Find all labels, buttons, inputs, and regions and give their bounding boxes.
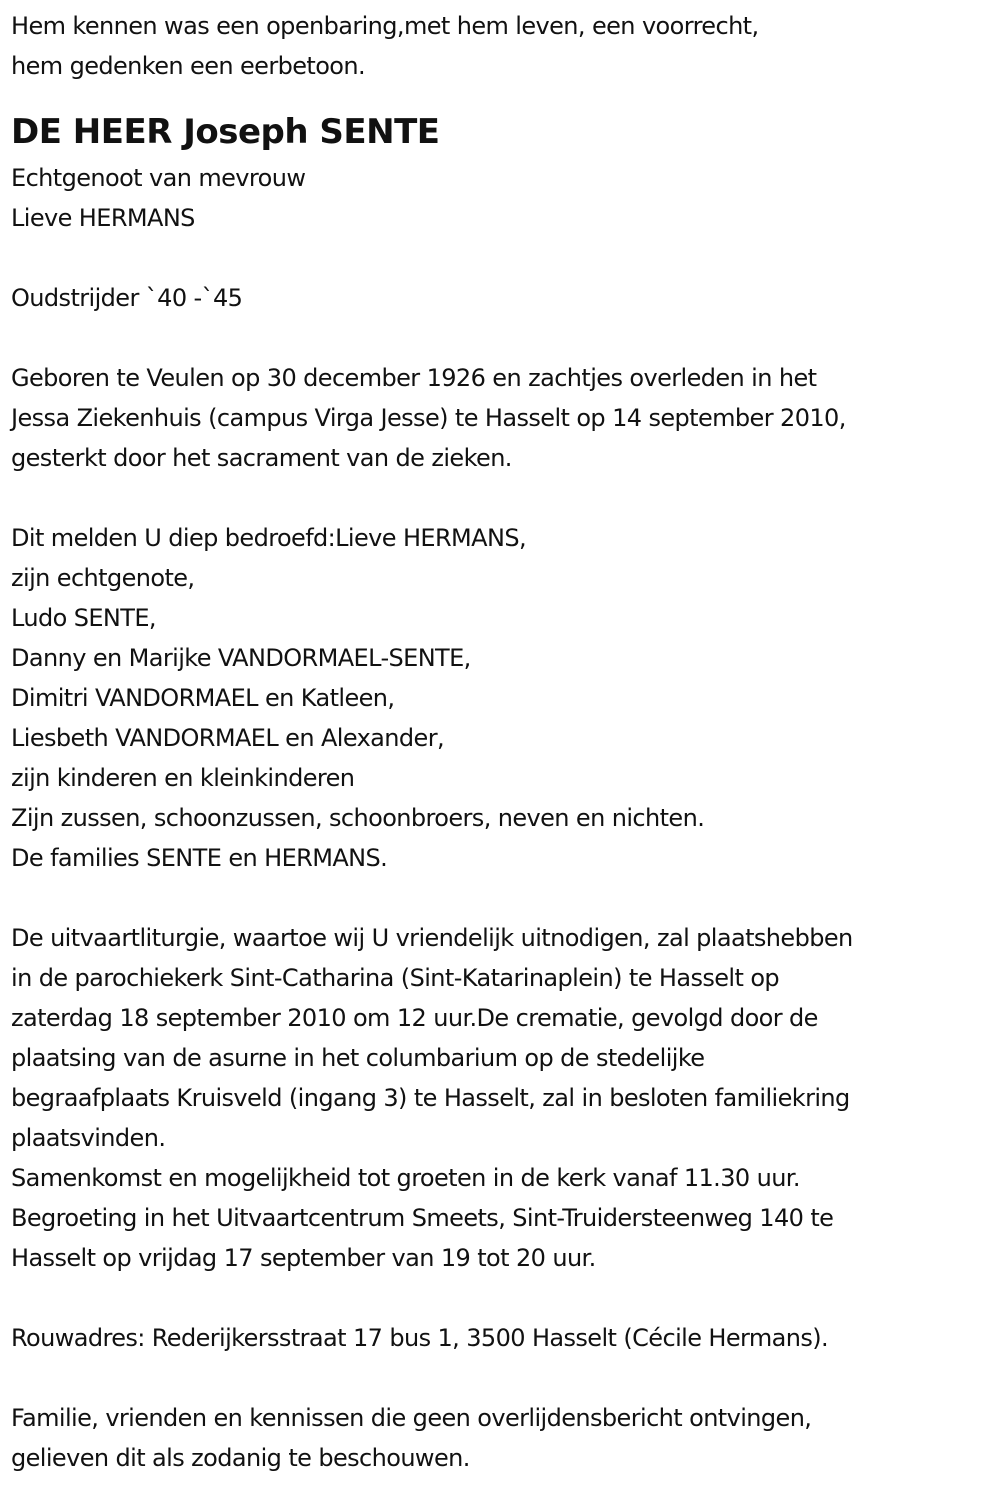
family-line: Ludo SENTE, <box>11 604 156 632</box>
family-line: Dit melden U diep bedroefd:Lieve HERMANS, <box>11 524 526 552</box>
closing-line: Familie, vrienden en kennissen die geen overlijdensbericht ontvingen, <box>11 1404 812 1432</box>
funeral-info <box>11 918 996 1278</box>
veteran-note: Oudstrijder `40 -`45 <box>11 284 243 312</box>
spacer <box>11 1278 996 1318</box>
funeral-line: zaterdag 18 september 2010 om 12 uur.De crematie, gevolgd door de <box>11 1004 818 1032</box>
birth-death-line: Geboren te Veulen op 30 december 1926 en zachtjes overleden in het <box>11 364 817 392</box>
funeral-line: Hasselt op vrijdag 17 september van 19 tot 20 uur. <box>11 1244 596 1272</box>
birth-death-line: Jessa Ziekenhuis (campus Virga Jesse) te Hasselt op 14 september 2010, <box>11 404 846 432</box>
family-line: Zijn zussen, schoonzussen, schoonbroers, neven en nichten. <box>11 804 705 832</box>
mourning-address: Rouwadres: Rederijkersstraat 17 bus 1, 3500 Hasselt (Cécile Hermans). <box>11 1324 829 1352</box>
funeral-line: Samenkomst en mogelijkheid tot groeten in de kerk vanaf 11.30 uur. <box>11 1164 800 1192</box>
spouse-line: Echtgenoot van mevrouw <box>11 164 306 192</box>
family-line: zijn kinderen en kleinkinderen <box>11 764 355 792</box>
family-line: Liesbeth VANDORMAEL en Alexander, <box>11 724 445 752</box>
family-list <box>11 518 996 878</box>
spacer <box>11 1358 996 1398</box>
family-line: Danny en Marijke VANDORMAEL-SENTE, <box>11 644 471 672</box>
spacer <box>11 238 996 278</box>
funeral-line: Begroeting in het Uitvaartcentrum Smeets, Sint-Truidersteenweg 140 te <box>11 1204 834 1232</box>
funeral-line: in de parochiekerk Sint-Catharina (Sint-Katarinaplein) te Hasselt op <box>11 964 780 992</box>
closing-line: gelieven dit als zodanig te beschouwen. <box>11 1444 470 1472</box>
deceased-name: DE HEER Joseph SENTE <box>11 112 440 152</box>
intro-line: Hem kennen was een openbaring,met hem leven, een voorrecht, <box>11 12 759 40</box>
family-line: zijn echtgenote, <box>11 564 195 592</box>
spacer <box>11 878 996 918</box>
spouse-line: Lieve HERMANS <box>11 204 195 232</box>
birth-death-line: gesterkt door het sacrament van de zieken. <box>11 444 512 472</box>
spacer <box>11 478 996 518</box>
funeral-line: De uitvaartliturgie, waartoe wij U vriendelijk uitnodigen, zal plaatshebben <box>11 924 853 952</box>
closing-note <box>11 1398 996 1478</box>
family-line: De families SENTE en HERMANS. <box>11 844 388 872</box>
spouse-info <box>11 158 996 238</box>
spacer <box>11 318 996 358</box>
intro-quote <box>11 0 996 86</box>
intro-line: hem gedenken een eerbetoon. <box>11 52 366 80</box>
birth-death-info <box>11 358 996 478</box>
funeral-line: begraafplaats Kruisveld (ingang 3) te Hasselt, zal in besloten familiekring <box>11 1084 850 1112</box>
funeral-line: plaatsing van de asurne in het columbarium op de stedelijke <box>11 1044 705 1072</box>
funeral-line: plaatsvinden. <box>11 1124 166 1152</box>
family-line: Dimitri VANDORMAEL en Katleen, <box>11 684 395 712</box>
obituary-text <box>11 0 996 1478</box>
